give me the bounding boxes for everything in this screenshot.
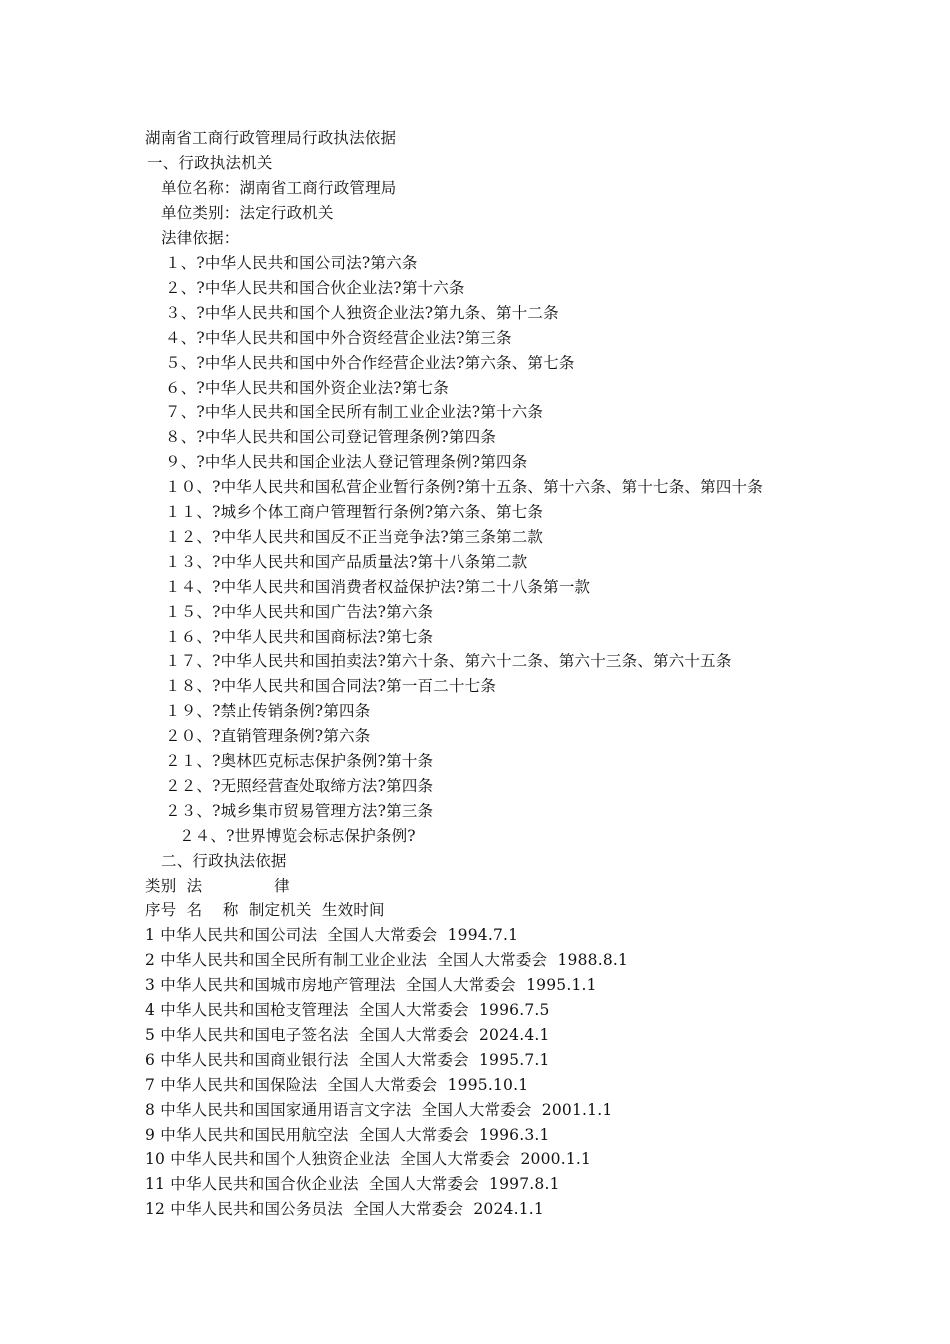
legal-basis-item: ３、?中华人民共和国个人独资企业法?第九条、第十二条 bbox=[165, 303, 559, 322]
legal-basis-item: １２、?中华人民共和国反不正当竞争法?第三条第二款 bbox=[165, 527, 544, 546]
section-1-heading: 一、行政执法机关 bbox=[147, 154, 273, 172]
legal-basis-item: １、?中华人民共和国公司法?第六条 bbox=[165, 254, 418, 272]
table-row: 4 中华人民共和国枪支管理法 全国人大常委会 1996.7.5 bbox=[145, 1001, 550, 1019]
category-row: 类别 法 律 bbox=[145, 876, 290, 895]
legal-basis-item: ６、?中华人民共和国外资企业法?第七条 bbox=[165, 378, 449, 397]
legal-basis-item: １９、?禁止传销条例?第四条 bbox=[165, 702, 371, 721]
table-row: 2 中华人民共和国全民所有制工业企业法 全国人大常委会 1988.8.1 bbox=[145, 951, 629, 970]
table-row: 6 中华人民共和国商业银行法 全国人大常委会 1995.7.1 bbox=[145, 1050, 550, 1069]
legal-basis-item: ９、?中华人民共和国企业法人登记管理条例?第四条 bbox=[165, 453, 528, 472]
legal-basis-item: １８、?中华人民共和国合同法?第一百二十七条 bbox=[165, 677, 497, 696]
legal-basis-item: １６、?中华人民共和国商标法?第七条 bbox=[165, 627, 434, 646]
legal-basis-item: ８、?中华人民共和国公司登记管理条例?第四条 bbox=[165, 428, 497, 447]
table-row: 3 中华人民共和国城市房地产管理法 全国人大常委会 1995.1.1 bbox=[145, 976, 597, 995]
legal-basis-item: ２２、?无照经营查处取缔方法?第四条 bbox=[165, 776, 434, 795]
table-row: 7 中华人民共和国保险法 全国人大常委会 1995.10.1 bbox=[145, 1075, 529, 1094]
legal-basis-item: ２１、?奥林匹克标志保护条例?第十条 bbox=[165, 752, 434, 770]
table-row: 8 中华人民共和国国家通用语言文字法 全国人大常委会 2001.1.1 bbox=[145, 1100, 613, 1119]
legal-basis-item: ７、?中华人民共和国全民所有制工业企业法?第十六条 bbox=[165, 403, 544, 422]
legal-basis-item: ２３、?城乡集市贸易管理方法?第三条 bbox=[165, 801, 434, 820]
legal-basis-item: ５、?中华人民共和国中外合作经营企业法?第六条、第七条 bbox=[165, 353, 575, 372]
unit-type: 单位类别：法定行政机关 bbox=[161, 204, 334, 222]
table-row: 5 中华人民共和国电子签名法 全国人大常委会 2024.4.1 bbox=[145, 1025, 550, 1044]
document-title: 湖南省工商行政管理局行政执法依据 bbox=[145, 129, 397, 147]
table-row: 10 中华人民共和国个人独资企业法 全国人大常委会 2000.1.1 bbox=[145, 1150, 592, 1169]
legal-basis-item: ４、?中华人民共和国中外合资经营企业法?第三条 bbox=[165, 328, 512, 347]
legal-basis-label: 法律依据： bbox=[161, 229, 240, 247]
legal-basis-item: ２０、?直销管理条例?第六条 bbox=[165, 727, 371, 746]
table-row: 1 中华人民共和国公司法 全国人大常委会 1994.7.1 bbox=[145, 926, 519, 945]
legal-basis-item: １７、?中华人民共和国拍卖法?第六十条、第六十二条、第六十三条、第六十五条 bbox=[165, 652, 732, 671]
table-header: 序号 名 称 制定机关 生效时间 bbox=[145, 901, 385, 920]
unit-name: 单位名称：湖南省工商行政管理局 bbox=[161, 179, 397, 197]
table-row: 11 中华人民共和国合伙企业法 全国人大常委会 1997.8.1 bbox=[145, 1175, 560, 1194]
table-row: 9 中华人民共和国民用航空法 全国人大常委会 1996.3.1 bbox=[145, 1125, 550, 1144]
section-2-heading: 二、行政执法依据 bbox=[161, 851, 287, 870]
table-row: 12 中华人民共和国公务员法 全国人大常委会 2024.1.1 bbox=[145, 1200, 544, 1219]
legal-basis-item-24: ２４、?世界博览会标志保护条例? bbox=[179, 826, 416, 845]
legal-basis-item: １４、?中华人民共和国消费者权益保护法?第二十八条第一款 bbox=[165, 577, 591, 596]
legal-basis-item: １３、?中华人民共和国产品质量法?第十八条第二款 bbox=[165, 552, 528, 571]
legal-basis-item: １０、?中华人民共和国私营企业暂行条例?第十五条、第十六条、第十七条、第四十条 bbox=[165, 478, 763, 497]
legal-basis-item: ２、?中华人民共和国合伙企业法?第十六条 bbox=[165, 278, 465, 297]
legal-basis-item: １１、?城乡个体工商户管理暂行条例?第六条、第七条 bbox=[165, 503, 544, 521]
legal-basis-item: １５、?中华人民共和国广告法?第六条 bbox=[165, 602, 434, 621]
